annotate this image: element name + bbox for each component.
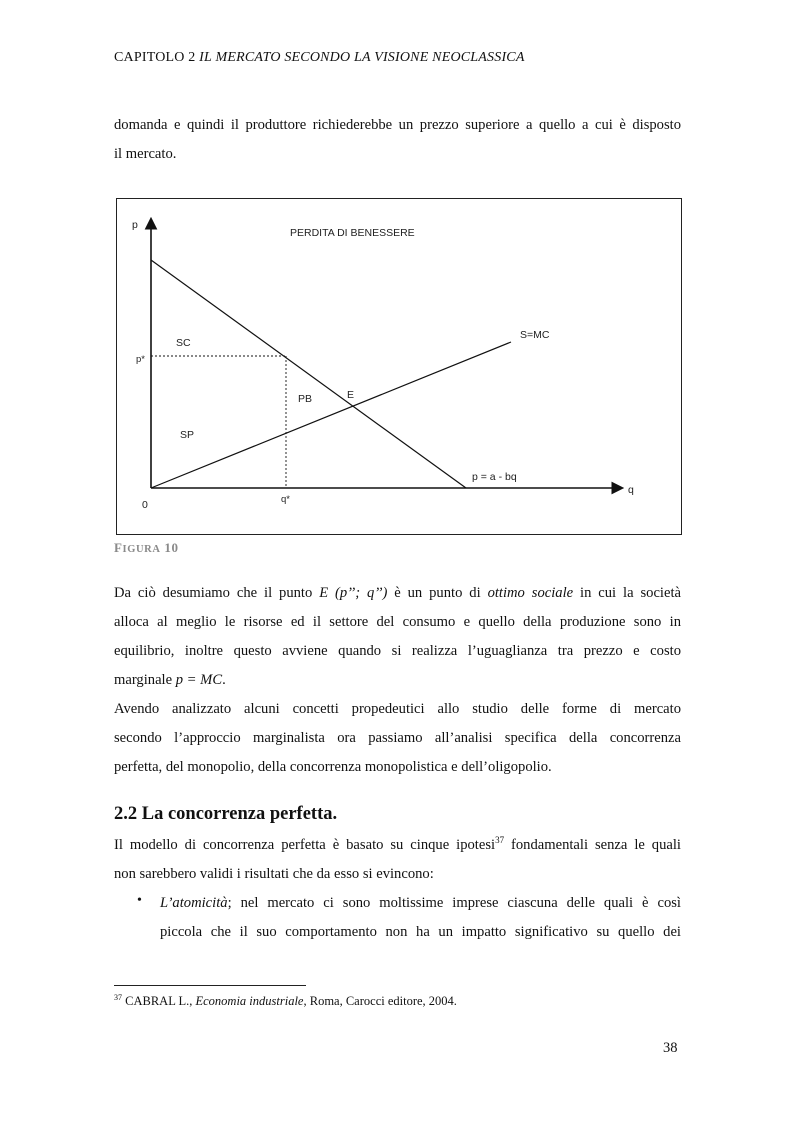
origin-label: 0 bbox=[142, 499, 148, 511]
footnote-ref[interactable]: 37 bbox=[495, 835, 505, 846]
section-paragraph bbox=[114, 831, 681, 889]
supply-curve-label: S=MC bbox=[520, 329, 550, 341]
chart-title: PERDITA DI BENESSERE bbox=[290, 227, 415, 239]
intro-line-2: il mercato. bbox=[114, 146, 177, 162]
body-line-2: alloca al meglio le risorse ed il settore del consumo e quello della produzione sono in bbox=[114, 614, 681, 630]
producer-surplus-label: SP bbox=[180, 429, 195, 441]
header-title: IL MERCATO SECONDO LA VISIONE NEOCLASSICA bbox=[199, 50, 525, 65]
y-axis-label: p bbox=[132, 219, 138, 231]
bullet-symbol: • bbox=[137, 893, 142, 908]
section-line-1: Il modello di concorrenza perfetta è basato su cinque ipotesi$^{37}$ fondamentali senza le quali bbox=[114, 835, 681, 853]
bullet-line-1: L’atomicità; nel mercato ci sono moltissime imprese ciascuna delle quali è così bbox=[160, 895, 681, 911]
footnote-separator bbox=[114, 985, 306, 986]
body-line-4: marginale p = MC. bbox=[114, 672, 226, 688]
body-paragraphs bbox=[114, 579, 681, 782]
bullet-line-2: piccola che il suo comportamento non ha un impatto significativo su quello dei bbox=[160, 924, 681, 940]
x-axis-label: q bbox=[628, 484, 634, 496]
demand-curve bbox=[151, 260, 466, 488]
header-chapter: CAPITOLO 2 bbox=[114, 50, 196, 65]
figure-caption: FIGURA 10 bbox=[114, 540, 179, 555]
welfare-loss-label: PB bbox=[298, 393, 313, 405]
running-header bbox=[114, 50, 525, 66]
body-line-7: perfetta, del monopolio, della concorrenza monopolistica e dell’oligopolio. bbox=[114, 759, 552, 775]
section-heading: 2.2 La concorrenza perfetta. bbox=[114, 804, 338, 824]
intro-line-1: domanda e quindi il produttore richiederebbe un prezzo superiore a quello a cui è disposto bbox=[114, 117, 681, 133]
supply-curve bbox=[151, 342, 511, 488]
equilibrium-label: E bbox=[347, 389, 355, 401]
bullet-item bbox=[160, 889, 681, 947]
consumer-surplus-label: SC bbox=[176, 337, 191, 349]
section-line-2: non sarebbero validi i risultati che da esso si evincono: bbox=[114, 866, 434, 882]
page-number: 38 bbox=[663, 1040, 678, 1056]
body-line-6: secondo l’approccio marginalista ora passiamo all’analisi specifica della concorrenza bbox=[114, 730, 681, 746]
welfare-loss-chart bbox=[116, 198, 682, 535]
demand-curve-label: p = a - bq bbox=[472, 471, 517, 483]
p-star-label: p* bbox=[136, 354, 145, 365]
body-line-5: Avendo analizzato alcuni concetti propedeutici allo studio delle forme di mercato bbox=[114, 701, 681, 717]
intro-paragraph bbox=[114, 111, 681, 169]
body-line-1: Da ciò desumiamo che il punto E (p’’; q’’) è un punto di ottimo sociale in cui la società bbox=[114, 585, 681, 601]
footnote: $^{37}$ CABRAL L., Economia industriale, Roma, Carocci editore, 2004. bbox=[114, 992, 457, 1008]
q-star-label: q* bbox=[281, 494, 290, 505]
body-line-3: equilibrio, inoltre questo avviene quando si realizza l’uguaglianza tra prezzo e costo bbox=[114, 643, 681, 659]
